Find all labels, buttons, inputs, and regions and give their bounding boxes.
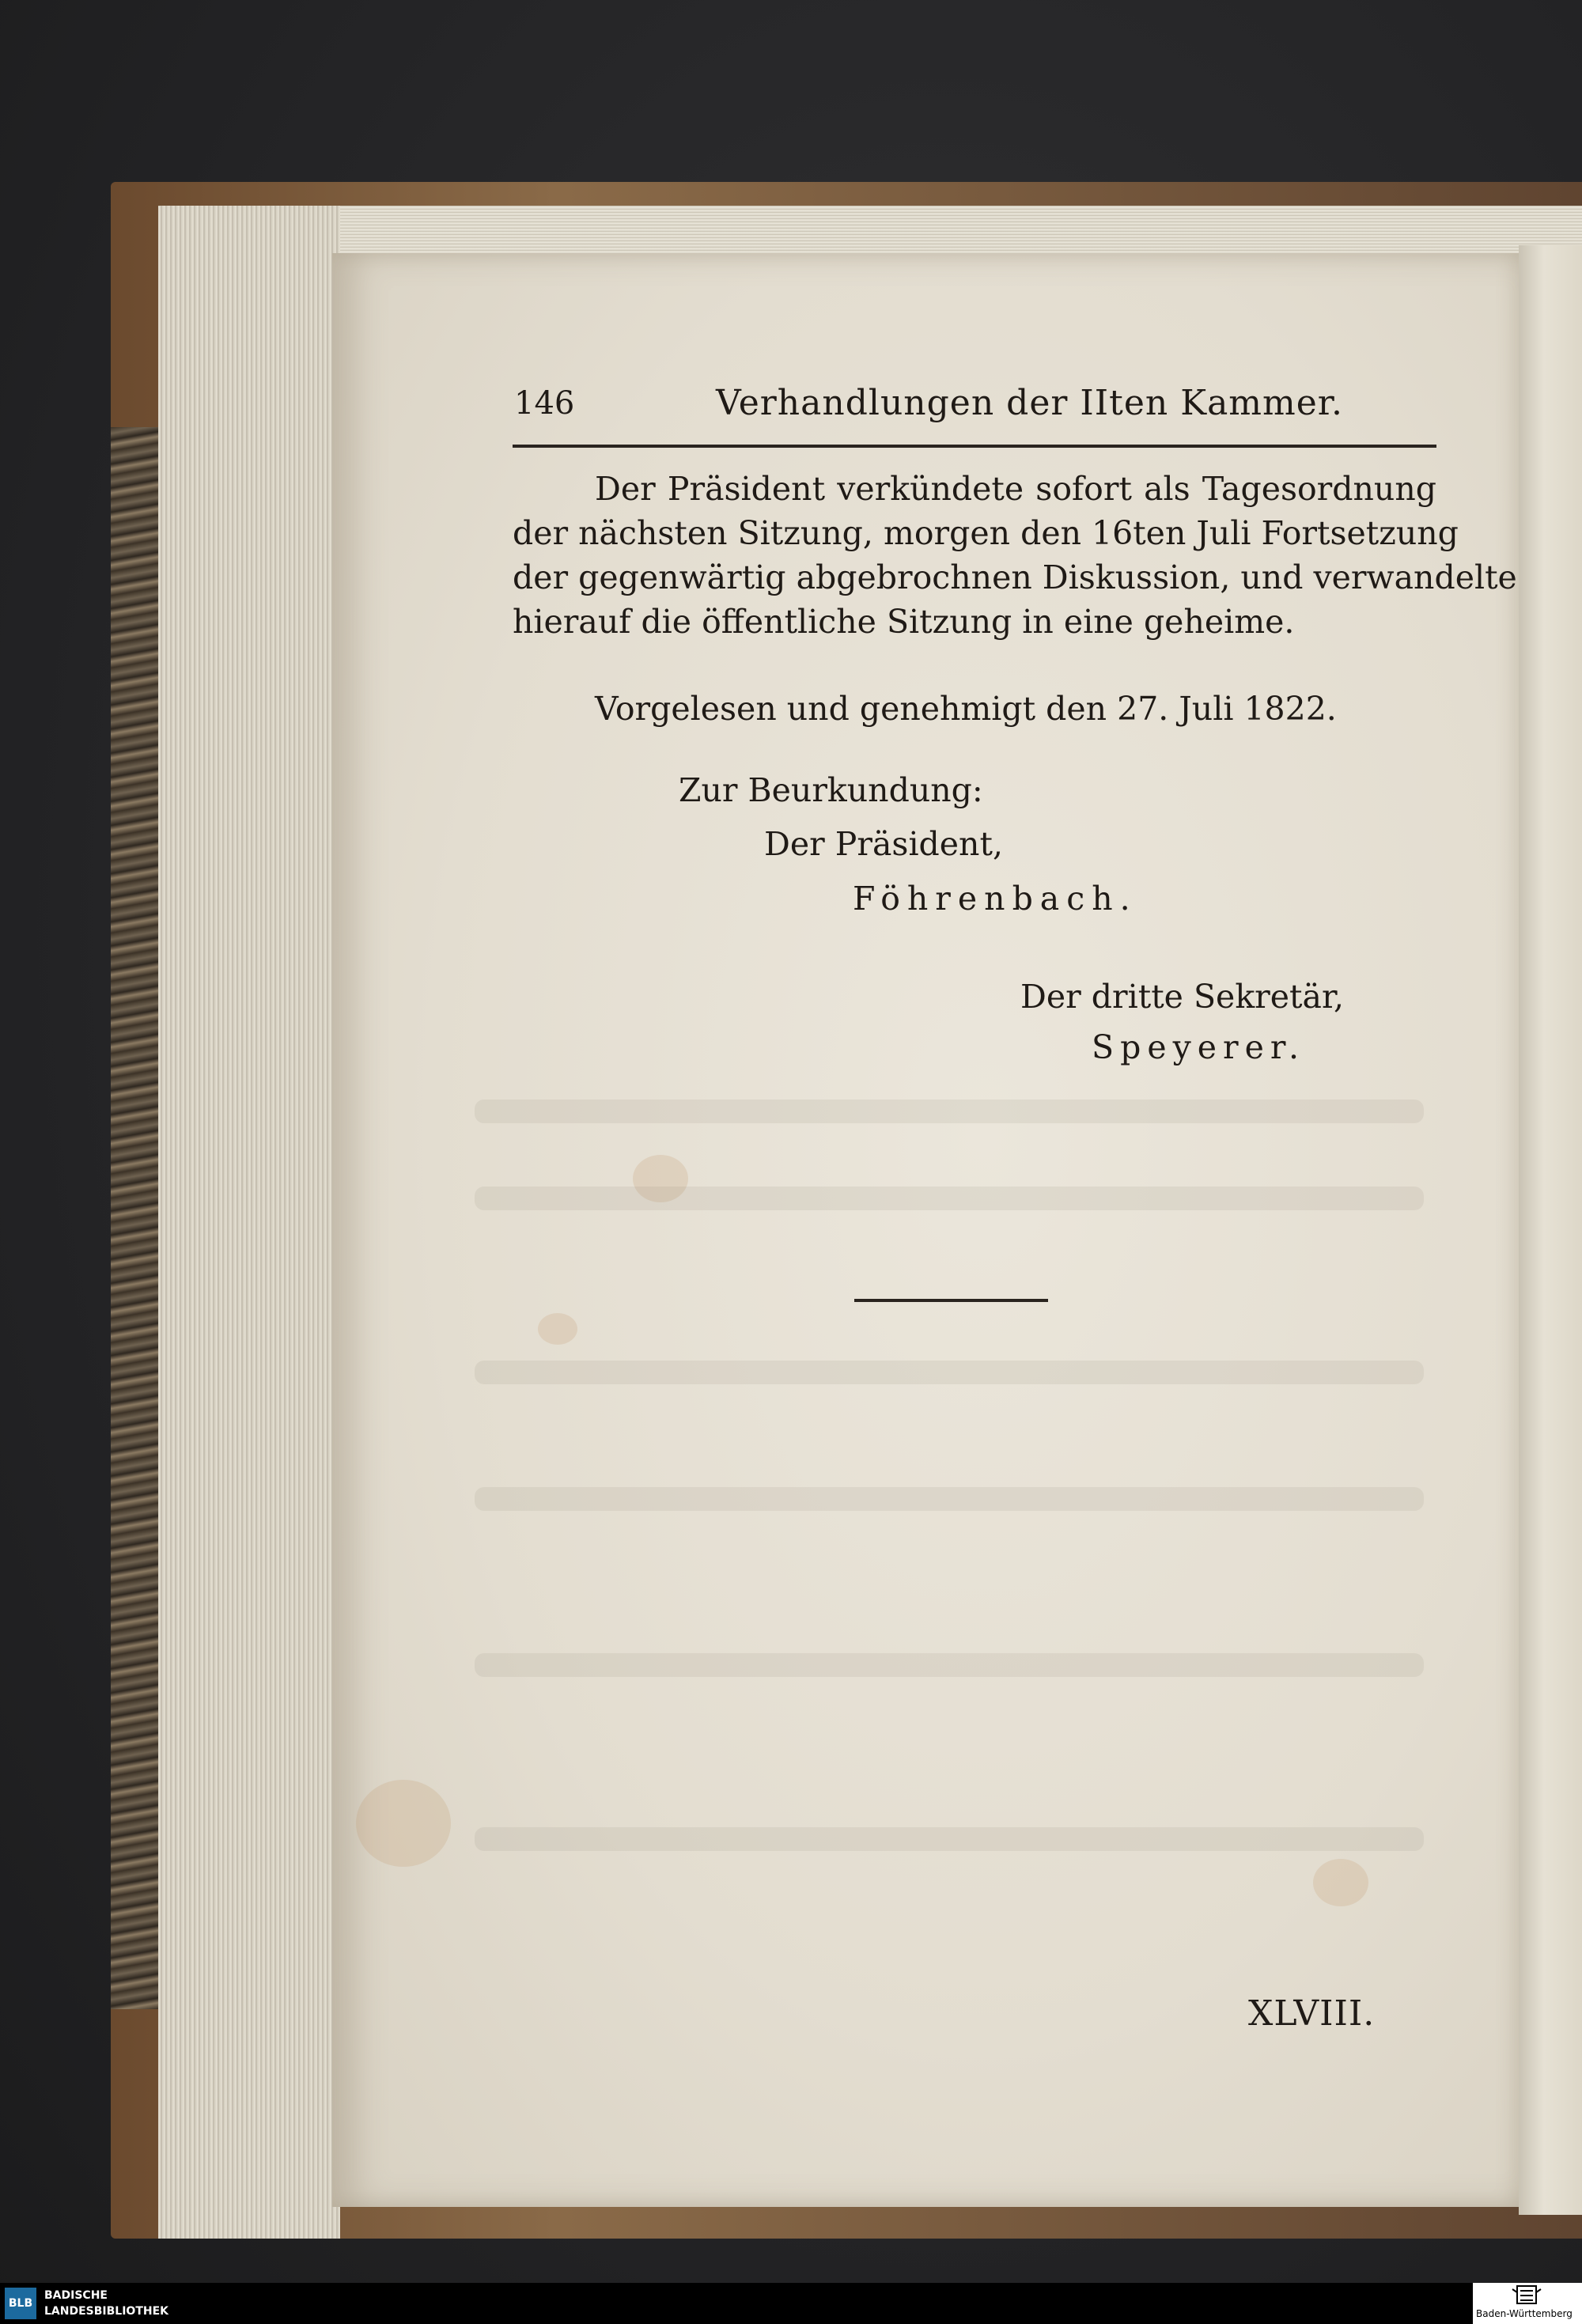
library-name-line-2: LANDESBIBLIOTHEK: [44, 2305, 169, 2318]
president-title: Der Präsident,: [764, 825, 1003, 863]
library-name: [44, 2288, 168, 2319]
state-crest-icon: [1511, 2284, 1542, 2310]
page-block-top-edge: [158, 206, 1582, 253]
show-through-line: [475, 1487, 1424, 1511]
page-block-side-edge: [158, 206, 340, 2239]
show-through-line: [475, 1187, 1424, 1210]
running-head: Verhandlungen der IIten Kammer.: [716, 383, 1343, 423]
read-approved-line: Vorgelesen und genehmigt den 27. Juli 1822.: [595, 690, 1337, 728]
body-paragraph: [513, 467, 1517, 644]
paragraph-line: der nächsten Sitzung, morgen den 16ten Juli Fortsetzung: [513, 514, 1459, 552]
signature-mark: XLVIII.: [1248, 1993, 1376, 2034]
section-divider: [854, 1299, 1048, 1302]
president-name: Föhrenbach.: [853, 880, 1137, 918]
attestation-label: Zur Beurkundung:: [679, 771, 983, 809]
paragraph-line: der gegenwärtig abgebrochnen Diskussion, und verwandelte: [513, 558, 1517, 596]
footer-bar: [0, 2283, 1582, 2324]
marbled-spine: [111, 427, 158, 2009]
header-rule: [513, 445, 1436, 448]
page-number: 146: [514, 385, 575, 422]
paragraph-line: hierauf die öffentliche Sitzung in eine geheime.: [513, 603, 1295, 641]
blb-logo-icon: BLB: [5, 2288, 36, 2319]
show-through-line: [475, 1100, 1424, 1123]
show-through-line: [475, 1653, 1424, 1677]
secretary-name: Speyerer.: [1092, 1028, 1306, 1066]
library-name-line-1: BADISCHE: [44, 2289, 108, 2302]
show-through-line: [475, 1361, 1424, 1384]
show-through-line: [475, 1827, 1424, 1851]
facing-page-edge: [1519, 245, 1582, 2215]
state-label: Baden-Württemberg: [1476, 2308, 1573, 2319]
paragraph-line: Der Präsident verkündete sofort als Tagesordnung: [595, 470, 1436, 508]
secretary-title: Der dritte Sekretär,: [1020, 978, 1345, 1016]
